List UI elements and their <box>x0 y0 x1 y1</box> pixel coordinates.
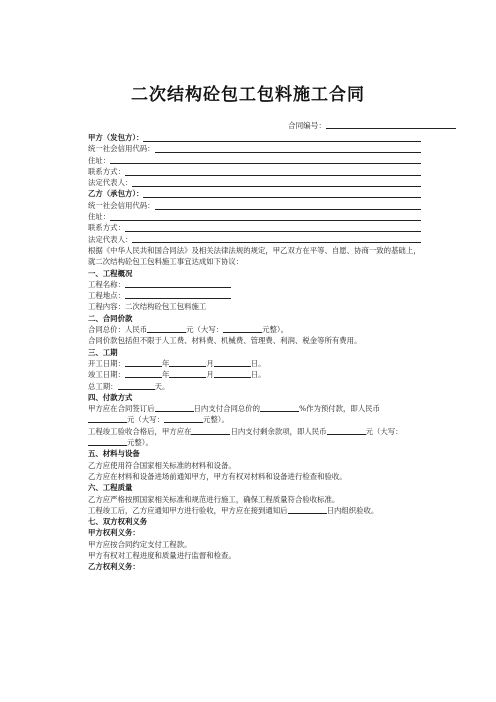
final-payment-text-d: 元整）。 <box>127 438 153 448</box>
total-mid: 元（大写： <box>186 325 224 335</box>
party-a-credit-label: 统一社会信用代码： <box>88 144 155 154</box>
party-b-contact-blank <box>125 223 421 232</box>
contract-number-label: 合同编号： <box>288 121 326 130</box>
total-duration-label: 总工期： <box>88 381 118 391</box>
party-b-credit-label: 统一社会信用代码： <box>88 200 155 210</box>
prepayment-text-e: 元整）。 <box>202 415 229 425</box>
party-b-address-line <box>88 211 421 222</box>
section-3-heading: 三、工期 <box>88 347 118 357</box>
prepayment-text-a: 甲方应在合同签订后 <box>88 404 155 414</box>
final-payment-text-a: 工程竣工验收合格后，甲方应在 <box>88 426 192 436</box>
party-a-credit-blank <box>155 144 421 153</box>
prepayment-days-blank <box>155 403 194 412</box>
price-includes-line: 合同价款包括但不限于人工费、材料费、机械费、管理费、利润、税金等所有费用。 <box>88 336 362 346</box>
party-b-legal-line <box>88 234 421 245</box>
total-duration-blank <box>118 381 155 390</box>
prepayment-percent-blank <box>260 403 299 412</box>
final-payment-text-b: 日内支付剩余款项，即人民币 <box>230 426 327 436</box>
start-month-blank <box>169 358 206 367</box>
party-b-contact-line <box>88 222 421 233</box>
party-a-credit-line <box>88 143 421 154</box>
party-a-rights-line-1: 甲方应按合同约定支付工程款。 <box>88 539 192 549</box>
prepayment-line-1 <box>88 403 421 414</box>
party-b-credit-line <box>88 200 421 211</box>
party-a-address-line <box>88 155 421 166</box>
party-a-legal-blank <box>132 178 421 187</box>
quality-text-b: 日内组织验收。 <box>326 505 379 515</box>
party-b-legal-blank <box>132 234 421 243</box>
final-payment-text-c: 元（大写： <box>365 426 403 436</box>
total-duration-unit: 天。 <box>154 381 170 391</box>
document-title: 二次结构砼包工包料施工合同 <box>131 85 365 105</box>
prepayment-text-b: 日内支付合同总价的 <box>193 404 261 414</box>
party-b-rights-heading: 乙方权利义务： <box>88 562 140 572</box>
end-date-label: 竣工日期： <box>88 370 125 380</box>
acceptance-days-blank <box>288 505 327 514</box>
party-a-contact-blank <box>125 167 421 176</box>
section-2-heading: 二、合同价款 <box>88 313 133 323</box>
prepayment-text-d: 元（大写： <box>127 415 164 425</box>
preamble-paragraph: 根据《中华人民共和国合同法》及相关法律法规的规定，甲乙双方在平等、自愿、协商一致的基础上，就二次结构砼包工包料施工事宜达成如下协议： <box>88 245 421 267</box>
quality-line-1: 乙方应严格按照国家相关标准和规范进行施工，确保工程质量符合验收标准。 <box>88 494 340 504</box>
start-day-unit: 日。 <box>250 358 266 368</box>
start-month-unit: 月 <box>206 358 214 368</box>
project-site-line <box>88 290 421 301</box>
prepayment-words-blank <box>164 414 203 423</box>
prepayment-text-c: %作为预付款，即人民币 <box>299 404 380 414</box>
end-month-unit: 月 <box>206 370 214 380</box>
party-a-rights-line-2: 甲方有权对工程进度和质量进行监督和检查。 <box>88 550 236 560</box>
end-year-blank <box>125 369 162 378</box>
project-site-blank <box>125 290 231 299</box>
party-b-name-blank <box>143 189 421 198</box>
start-date-label: 开工日期： <box>88 358 125 368</box>
prepayment-amount-blank <box>88 414 127 423</box>
contract-number-blank <box>326 120 456 129</box>
party-a-address-label: 住址： <box>88 155 111 165</box>
section-4-heading: 四、付款方式 <box>88 392 133 402</box>
project-name-blank <box>125 279 231 288</box>
party-a-heading: 甲方（发包方）： <box>88 133 144 142</box>
materials-line-2: 乙方应在材料和设备进场前通知甲方，甲方有权对材料和设备进行检查和验收。 <box>88 471 347 481</box>
final-payment-line-2 <box>88 437 421 448</box>
end-date-line <box>88 369 421 380</box>
contract-total-line <box>88 324 421 335</box>
final-payment-amount-blank <box>327 426 366 435</box>
end-month-blank <box>169 369 206 378</box>
quality-text-a: 工程竣工后，乙方应通知甲方进行验收，甲方应在接到通知后 <box>88 505 288 515</box>
materials-line-1: 乙方应使用符合国家相关标准的材料和设备。 <box>88 460 236 470</box>
end-day-unit: 日。 <box>250 370 266 380</box>
party-b-contact-label: 联系方式： <box>88 223 125 233</box>
party-a-rights-heading: 甲方权利义务： <box>88 528 140 538</box>
final-payment-line-1 <box>88 426 421 437</box>
party-b-legal-label: 法定代表人： <box>88 234 133 244</box>
section-7-heading: 七、双方权利义务 <box>88 517 148 527</box>
party-a-heading-line <box>88 132 421 143</box>
total-prefix: 合同总价：人民币 <box>88 325 148 335</box>
party-a-name-blank <box>143 133 421 142</box>
party-a-legal-line <box>88 177 421 188</box>
section-5-heading: 五、材料与设备 <box>88 449 140 459</box>
party-b-heading: 乙方（承包方）： <box>88 189 144 199</box>
start-day-blank <box>214 358 251 367</box>
project-content-line: 工程内容：二次结构砼包工包料施工 <box>88 302 207 312</box>
contract-body <box>88 132 421 573</box>
project-name-line <box>88 279 421 290</box>
contract-number <box>288 120 456 131</box>
final-payment-words-blank <box>88 437 127 446</box>
end-year-unit: 年 <box>161 370 170 380</box>
start-year-blank <box>125 358 162 367</box>
total-duration-line <box>88 381 421 392</box>
party-b-credit-blank <box>155 201 421 210</box>
party-b-heading-line <box>88 188 421 199</box>
end-day-blank <box>214 369 251 378</box>
party-b-address-label: 住址： <box>88 212 111 222</box>
section-1-heading: 一、工程概况 <box>88 268 133 278</box>
party-b-address-blank <box>110 212 421 221</box>
prepayment-line-2 <box>88 414 421 425</box>
party-a-contact-label: 联系方式： <box>88 166 125 176</box>
party-a-contact-line <box>88 166 421 177</box>
total-amount-words-blank <box>223 324 262 333</box>
party-a-legal-label: 法定代表人： <box>88 178 133 188</box>
start-year-unit: 年 <box>161 358 170 368</box>
party-a-address-blank <box>110 155 421 164</box>
total-amount-blank <box>147 324 186 333</box>
total-suffix: 元整）。 <box>262 325 288 335</box>
start-date-line <box>88 358 421 369</box>
section-6-heading: 六、工程质量 <box>88 483 133 493</box>
project-site-label: 工程地点： <box>88 291 125 301</box>
quality-line-2 <box>88 505 421 516</box>
project-name-label: 工程名称： <box>88 279 125 289</box>
final-payment-days-blank <box>191 426 230 435</box>
